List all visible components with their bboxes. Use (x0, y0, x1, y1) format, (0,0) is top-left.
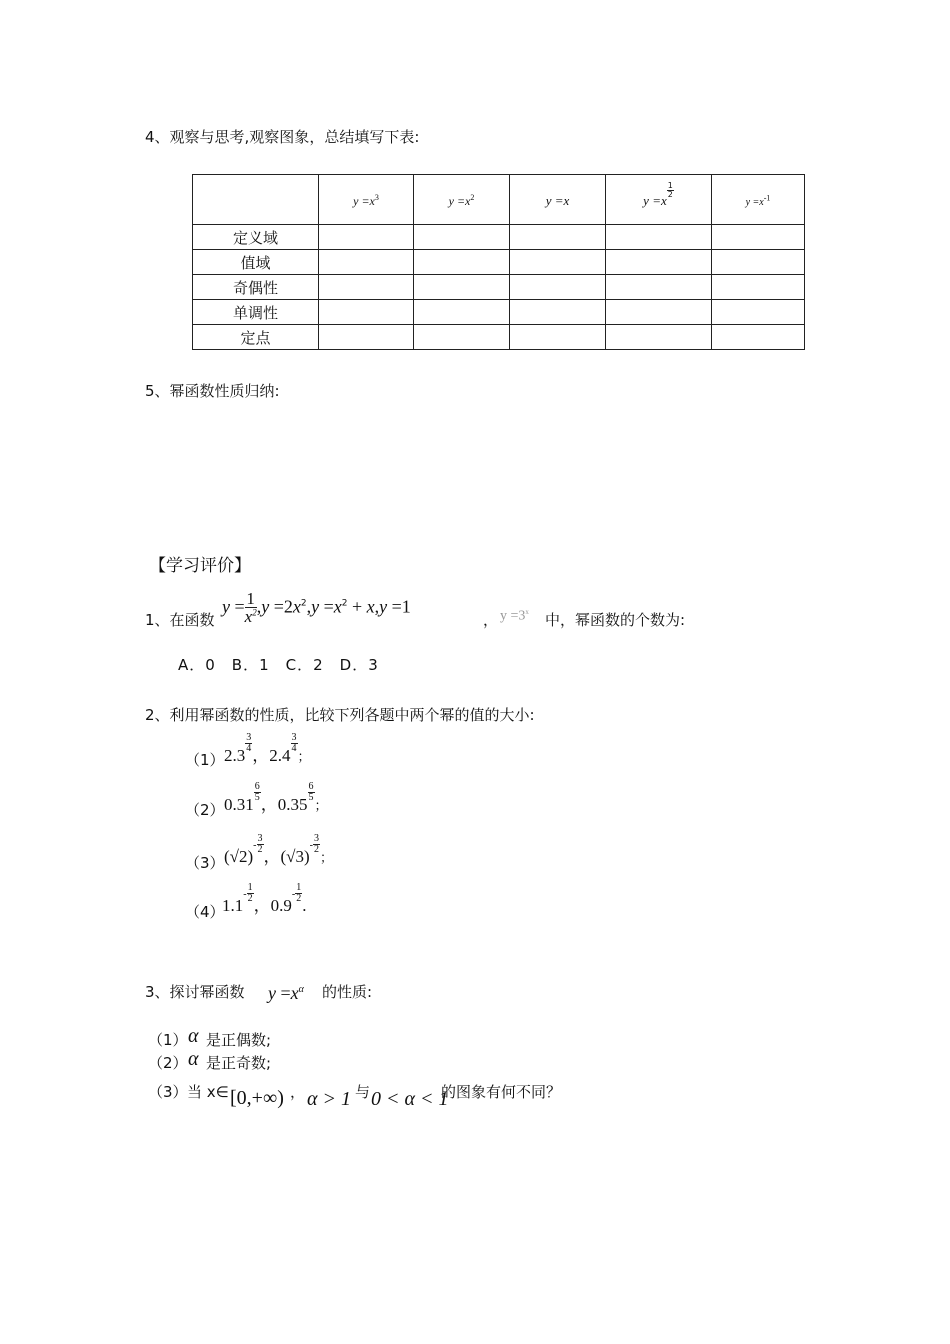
table-row (193, 250, 805, 275)
header-square: $y =x^2$ (414, 175, 510, 225)
p3-sub-label: （3） (148, 1083, 188, 1101)
q5-title: 5、幂函数性质归纳: (145, 382, 280, 400)
table-row (193, 225, 805, 250)
table-row (193, 300, 805, 325)
p3-when: 当 x∈ (187, 1083, 229, 1101)
p2-item-4-expr: 1.1- $\frac{1}{2}$ ，0.9- $\frac{1}{2}$ . (222, 881, 307, 915)
row-label: 定义域 (193, 225, 319, 250)
p3-sub-label: （2） (148, 1054, 188, 1072)
p3-sub-label: （1） (148, 1031, 188, 1049)
header-linear: y =x (510, 175, 606, 225)
p1-prefix: 1、在函数 (145, 611, 215, 629)
p3-cond2: 0 < α < 1 (371, 1088, 449, 1110)
alpha-symbol: α (188, 1025, 199, 1047)
row-label: 奇偶性 (193, 275, 319, 300)
p2-item-label: （1） (185, 751, 225, 769)
p3-sub-text: 是正偶数; (206, 1031, 272, 1049)
properties-table (192, 174, 805, 350)
p2-title: 2、利用幂函数的性质，比较下列各题中两个幂的值的大小: (145, 706, 535, 724)
p2-item-label: （3） (185, 854, 225, 872)
p1-functions: y = $\frac{1}{x^2}$ $,y =2x^2,y =x^2 + x,y =1$ (222, 589, 411, 626)
p2-item-label: （4） (185, 903, 225, 921)
p3-tail: 的图象有何不同？ (441, 1083, 562, 1101)
table-row (193, 325, 805, 350)
p3-comma: ， (290, 1083, 306, 1101)
table-header-row (193, 175, 805, 225)
row-label: 定点 (193, 325, 319, 350)
header-cube: $y =x^3$ (319, 175, 414, 225)
p1-options: A．0 B．1 C．2 D．3 (178, 656, 379, 674)
alpha-symbol: α (188, 1048, 199, 1070)
table-row (193, 275, 805, 300)
p3-cond1: α > 1 (307, 1088, 351, 1110)
p3-suffix: 的性质: (322, 983, 373, 1001)
evaluation-heading: 【学习评价】 (149, 556, 251, 576)
p3-function: $y =x^\alpha$ (268, 983, 304, 1003)
p3-interval: [0,+∞) (230, 1087, 284, 1109)
q4-title: 4、观察与思考,观察图象，总结填写下表: (145, 128, 420, 146)
row-label: 值域 (193, 250, 319, 275)
p3-prefix: 3、探讨幂函数 (145, 983, 245, 1001)
p2-item-label: （2） (185, 801, 225, 819)
p1-comma: ， (483, 611, 499, 629)
p2-item-3-expr: (√2)- $\frac{3}{2}$ ，(√3)- $\frac{3}{2}$ $_;$ (224, 832, 334, 866)
table-corner-cell (193, 175, 319, 225)
p1-gray-function: $y =3^x$ (500, 608, 529, 624)
p1-suffix: 中，幂函数的个数为: (545, 611, 686, 629)
row-label: 单调性 (193, 300, 319, 325)
p3-and: 与 (355, 1083, 371, 1101)
p2-item-1-expr: 2.3 $\frac{3}{4}$ ，2.4 $\frac{3}{4}$ $_;$ (224, 731, 311, 765)
header-sqrt: y =x $\frac{1}{2}$ (606, 175, 712, 225)
header-inverse: $y =x^{-1}$ (712, 175, 805, 225)
p3-sub-text: 是正奇数; (206, 1054, 272, 1072)
p2-item-2-expr: 0.31 $\frac{6}{5}$ ，0.35 $\frac{6}{5}$ $_;$ (224, 780, 328, 814)
